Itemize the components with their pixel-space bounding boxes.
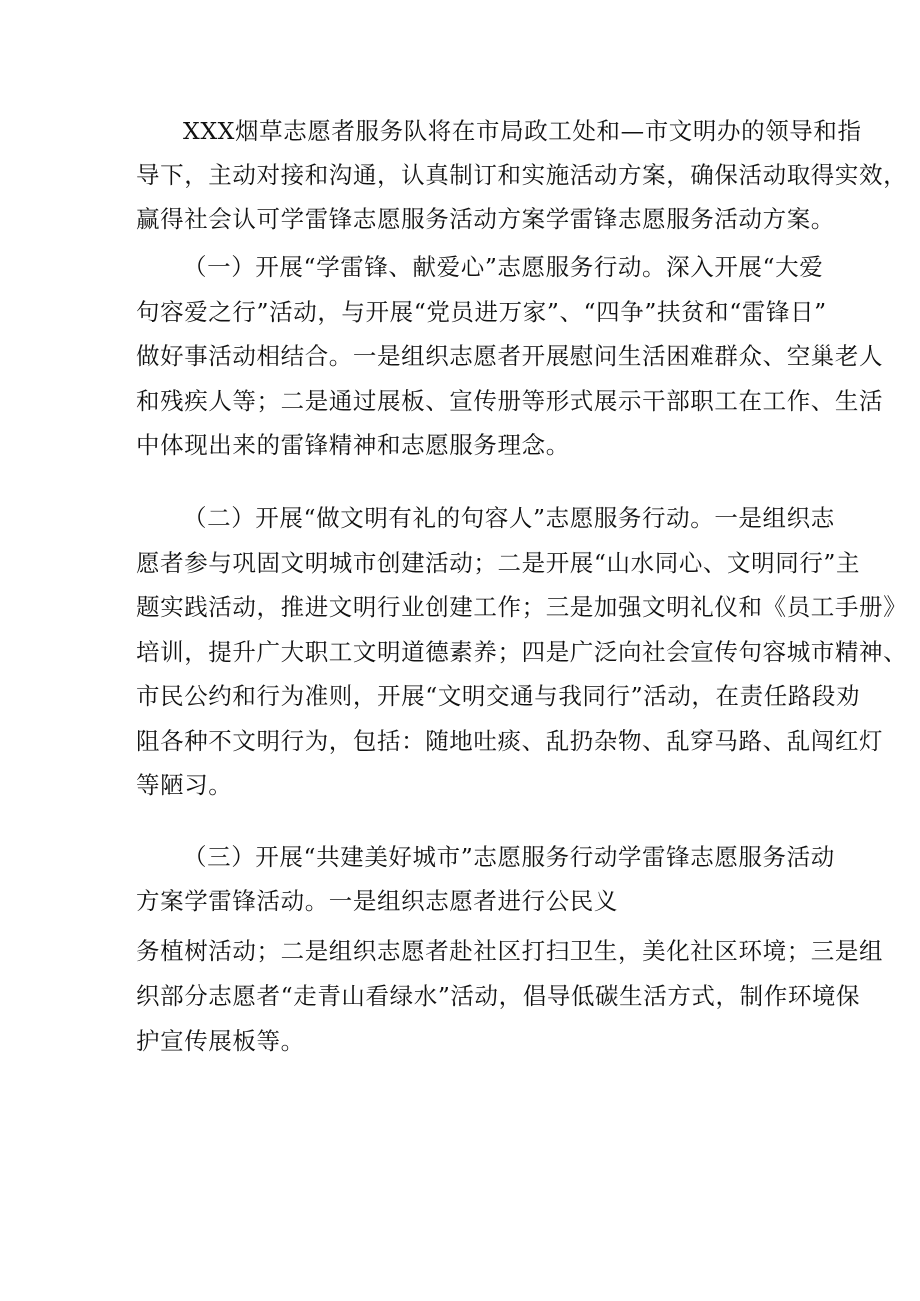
paragraph-3-line-7: 等陋习。 <box>136 771 233 799</box>
paragraph-3-line-5: 市民公约和行为准则，开展“文明交通与我同行”活动，在责任路段劝 <box>136 682 861 710</box>
paragraph-1-line-1: XXX烟草志愿者服务队将在市局政工处和—市文明办的领导和指 <box>183 117 862 145</box>
paragraph-3-line-2: 愿者参与巩固文明城市创建活动；二是开展“山水同心、文明同行”主 <box>136 549 861 577</box>
paragraph-2-line-4: 和残疾人等；二是通过展板、宣传册等形式展示干部职工在工作、生活 <box>136 387 884 415</box>
paragraph-5-line-3: 护宣传展板等。 <box>136 1027 305 1055</box>
paragraph-5-line-2: 织部分志愿者“走青山看绿水”活动，倡导低碳生活方式，制作环境保 <box>136 982 861 1010</box>
paragraph-4-line-1: （三）开展“共建美好城市”志愿服务行动学雷锋志愿服务活动 <box>183 843 835 871</box>
paragraph-3-line-1: （二）开展“做文明有礼的句容人”志愿服务行动。一是组织志 <box>183 504 835 532</box>
paragraph-2-line-3: 做好事活动相结合。一是组织志愿者开展慰问生活困难群众、空巢老人 <box>136 342 884 370</box>
paragraph-5-line-1: 务植树活动；二是组织志愿者赴社区打扫卫生，美化社区环境；三是组 <box>136 937 884 965</box>
paragraph-1-line-2: 导下，主动对接和沟通，认真制订和实施活动方案，确保活动取得实效， <box>136 161 908 189</box>
paragraph-2-line-1: （一）开展“学雷锋、献爱心”志愿服务行动。深入开展“大爱 <box>183 253 824 281</box>
paragraph-4-line-2: 方案学雷锋活动。一是组织志愿者进行公民义 <box>136 887 618 915</box>
paragraph-3-line-4: 培训，提升广大职工文明道德素养；四是广泛向社会宣传句容城市精神、 <box>136 638 908 666</box>
paragraph-3-line-6: 阻各种不文明行为，包括：随地吐痰、乱扔杂物、乱穿马路、乱闯红灯 <box>136 727 884 755</box>
paragraph-1-line-3: 赢得社会认可学雷锋志愿服务活动方案学雷锋志愿服务活动方案。 <box>136 205 835 233</box>
paragraph-2-line-5: 中体现出来的雷锋精神和志愿服务理念。 <box>136 431 570 459</box>
paragraph-3-line-3: 题实践活动，推进文明行业创建工作；三是加强文明礼仪和《员工手册》 <box>136 593 908 621</box>
paragraph-2-line-2: 句容爱之行”活动，与开展“党员进万家”、“四争”扶贫和“雷锋日” <box>136 298 827 326</box>
